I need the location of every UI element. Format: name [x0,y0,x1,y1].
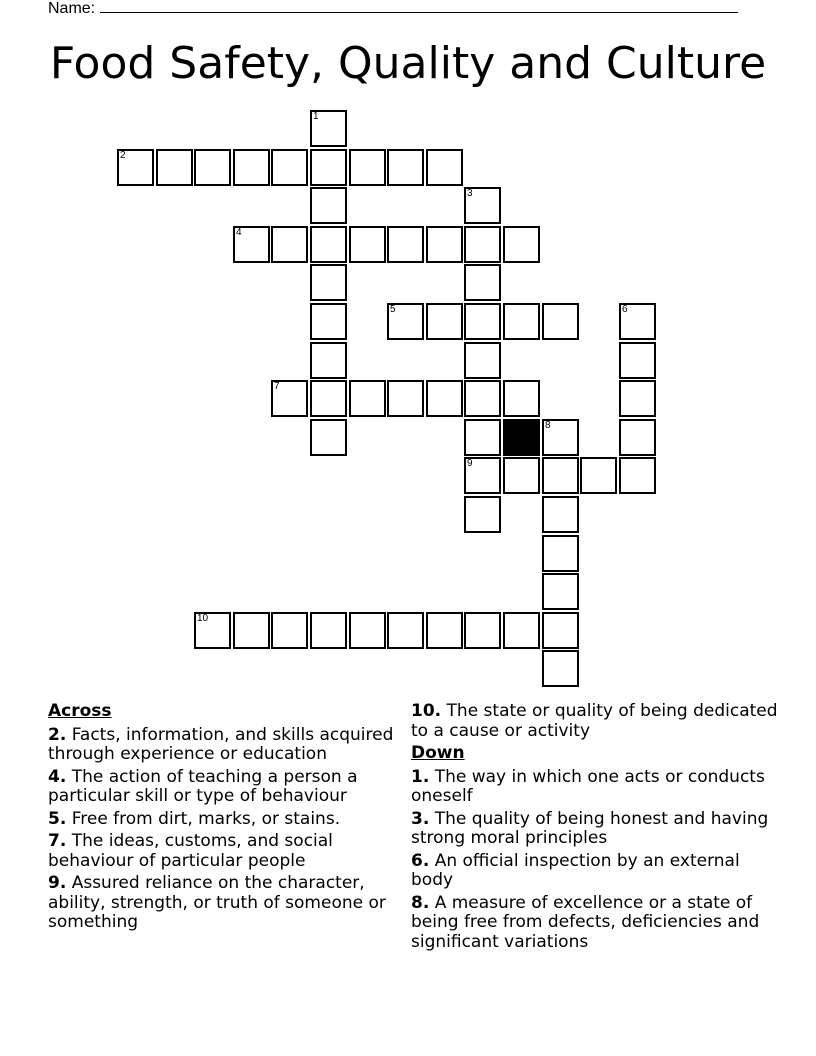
crossword-cell[interactable] [117,149,154,186]
crossword-cell[interactable] [464,342,501,379]
crossword-cell[interactable] [503,303,540,340]
clue-across-4 [48,768,408,807]
crossword-cell[interactable] [233,612,270,649]
crossword-cell[interactable] [426,149,463,186]
crossword-cell[interactable] [310,226,347,263]
clue-number: 5. [48,808,67,829]
crossword-cell[interactable] [387,226,424,263]
crossword-cell[interactable] [271,380,308,417]
clue-down-8 [411,894,781,953]
clue-across-7 [48,832,408,871]
crossword-cell[interactable] [387,380,424,417]
clue-number-label: 3 [467,188,473,199]
crossword-cell[interactable] [310,612,347,649]
crossword-cell[interactable] [310,419,347,456]
clue-down-1 [411,768,781,807]
clue-number: 6. [411,850,430,871]
crossword-cell[interactable] [464,496,501,533]
crossword-cell[interactable] [194,149,231,186]
crossword-cell[interactable] [503,380,540,417]
crossword-cell[interactable] [542,457,579,494]
crossword-cell[interactable] [349,149,386,186]
clue-number-label: 7 [274,381,280,392]
clue-number-label: 5 [390,304,396,315]
crossword-cell[interactable] [542,535,579,572]
clues-left-column [48,702,408,936]
clue-text: The quality of being honest and having strong moral principles [411,808,769,848]
crossword-cell[interactable] [426,380,463,417]
crossword-cell[interactable] [233,149,270,186]
crossword-block [503,419,540,456]
crossword-cell[interactable] [349,380,386,417]
crossword-cell[interactable] [619,457,656,494]
clue-number: 2. [48,724,67,745]
crossword-cell[interactable] [349,612,386,649]
crossword-cell[interactable] [619,342,656,379]
clue-number: 10. [411,701,442,721]
crossword-cell[interactable] [464,187,501,224]
clue-text: Facts, information, and skills acquired through experience or education [48,724,394,764]
clue-text: The way in which one acts or conducts oneself [411,766,765,806]
crossword-cell[interactable] [271,149,308,186]
crossword-cell[interactable] [542,496,579,533]
clue-text: Free from dirt, marks, or stains. [71,808,341,829]
clue-number: 8. [411,892,430,913]
page-title: Food Safety, Quality and Culture [49,38,767,89]
crossword-cell[interactable] [464,612,501,649]
crossword-cell[interactable] [503,226,540,263]
crossword-cell[interactable] [426,226,463,263]
crossword-cell[interactable] [310,110,347,147]
clue-number-label: 8 [545,420,551,431]
clue-across-5 [48,810,408,830]
clue-number-label: 6 [622,304,628,315]
clue-text: The ideas, customs, and social behaviour of particular people [48,831,333,871]
clue-number-label: 2 [120,150,126,161]
clue-down-3 [411,810,781,849]
crossword-cell[interactable] [310,342,347,379]
crossword-cell[interactable] [503,457,540,494]
crossword-cell[interactable] [542,419,579,456]
crossword-cell[interactable] [542,303,579,340]
crossword-cell[interactable] [542,612,579,649]
crossword-cell[interactable] [271,226,308,263]
crossword-cell[interactable] [464,226,501,263]
crossword-cell[interactable] [310,303,347,340]
crossword-cell[interactable] [310,187,347,224]
crossword-cell[interactable] [619,380,656,417]
clue-down-6 [411,852,781,891]
crossword-cell[interactable] [580,457,617,494]
crossword-cell[interactable] [464,303,501,340]
crossword-cell[interactable] [271,612,308,649]
name-label: Name: [48,0,96,17]
crossword-cell[interactable] [619,303,656,340]
clue-number: 3. [411,808,430,829]
crossword-cell[interactable] [426,303,463,340]
crossword-cell[interactable] [464,264,501,301]
clue-number-label: 1 [313,111,319,122]
crossword-cell[interactable] [387,303,424,340]
clue-text: A measure of excellence or a state of being free from defects, deficiencies and significant variations [411,892,760,952]
crossword-cell[interactable] [233,226,270,263]
clue-text: The action of teaching a person a particular skill or type of behaviour [48,766,358,806]
crossword-cell[interactable] [387,149,424,186]
clue-number: 7. [48,831,67,851]
clues-right-column [411,702,781,955]
clue-number-label: 4 [236,227,242,238]
crossword-cell[interactable] [310,264,347,301]
clue-number: 1. [411,766,430,787]
crossword-cell[interactable] [194,612,231,649]
clue-across-9 [48,874,408,933]
clue-number-label: 10 [197,613,209,624]
crossword-cell[interactable] [387,612,424,649]
crossword-cell[interactable] [349,226,386,263]
crossword-cell[interactable] [503,612,540,649]
clue-text: Assured reliance on the character, ability, strength, or truth of someone or something [48,873,386,932]
crossword-cell[interactable] [310,380,347,417]
crossword-cell[interactable] [542,573,579,610]
crossword-cell[interactable] [542,650,579,687]
clue-number-label: 9 [467,458,473,469]
crossword-cell[interactable] [619,419,656,456]
clue-across-2 [48,726,408,765]
crossword-cell[interactable] [464,457,501,494]
clue-number: 9. [48,873,67,893]
clue-text: The state or quality of being dedicated to a cause or activity [411,701,778,741]
clue-number: 4. [48,766,67,787]
down-heading: Down [411,743,465,763]
crossword-cell[interactable] [156,149,193,186]
clue-across-10 [411,702,781,741]
crossword-cell[interactable] [310,149,347,186]
crossword-cell[interactable] [426,612,463,649]
across-heading: Across [48,701,112,721]
crossword-cell[interactable] [464,419,501,456]
crossword-cell[interactable] [464,380,501,417]
clue-text: An official inspection by an external body [411,850,740,890]
